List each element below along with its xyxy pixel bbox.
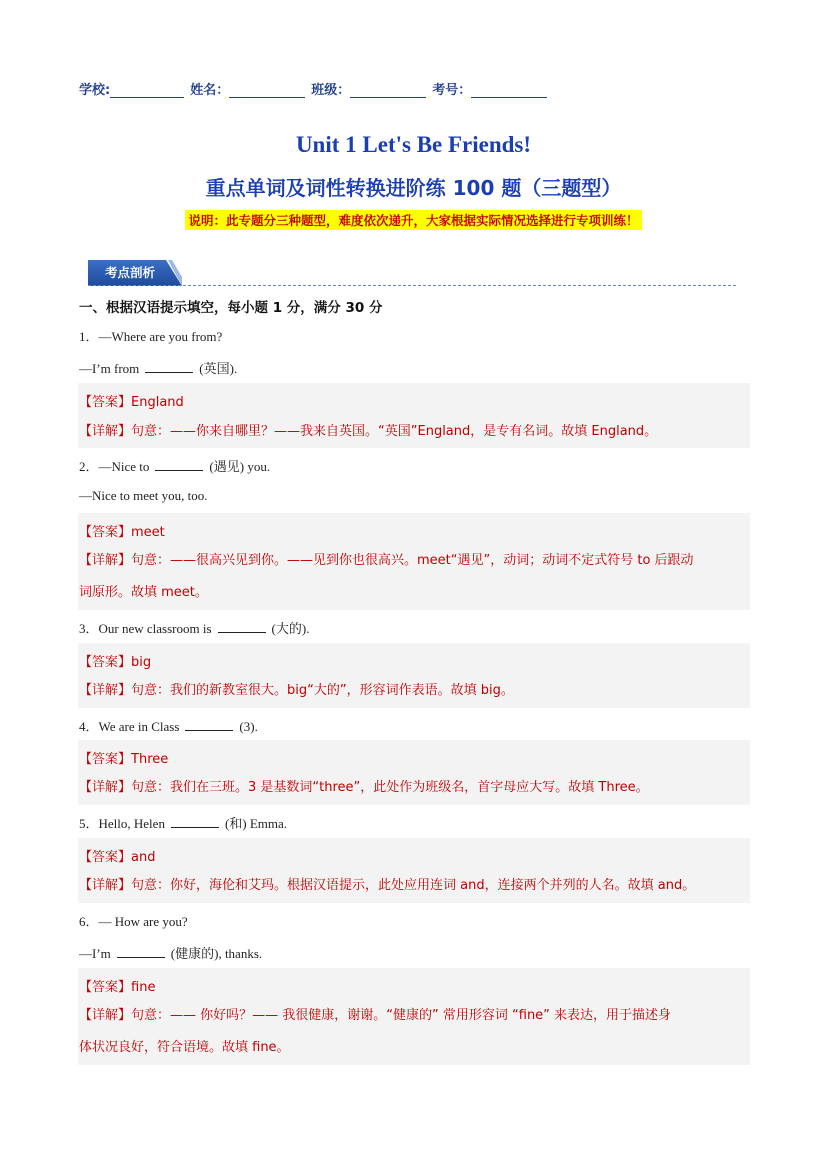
section-heading: 一、根据汉语提示填空，每小题 1 分，满分 30 分 — [79, 300, 383, 316]
question-number: 2． — [79, 459, 99, 474]
detail-5 — [79, 870, 751, 902]
school-label: 学校: — [79, 83, 111, 98]
answer-3 — [79, 651, 151, 670]
answer-6 — [79, 976, 155, 995]
question-text: We are in Class — [98, 719, 180, 734]
detail-text: 句意：我们的新教室很大。big“大的”，形容词作表语。故填 big。 — [131, 683, 514, 698]
detail-text: 句意：—— 你好吗？—— 我很健康，谢谢。“健康的” 常用形容词 “fine” 来表达，用于描述身 — [131, 1008, 672, 1023]
question-hint: (大的). — [271, 621, 310, 636]
answer-label: 【答案】 — [79, 655, 132, 670]
question-text: Hello, Helen — [98, 816, 165, 831]
answer-value: Three — [131, 752, 169, 767]
exam-number-field[interactable] — [471, 83, 547, 98]
answer-value: meet — [131, 525, 165, 540]
detail-3 — [79, 675, 751, 707]
detail-text: 句意：你好，海伦和艾玛。根据汉语提示，此处应用连词 and，连接两个并列的人名。故填 and。 — [131, 878, 696, 893]
question-1-line-2 — [79, 358, 237, 377]
question-text: —I’m from — [79, 361, 140, 376]
page-title-chinese: 重点单词及词性转换进阶练 100 题（三题型） — [205, 176, 622, 200]
answer-2 — [79, 521, 165, 540]
detail-1 — [79, 416, 751, 448]
answer-value: fine — [131, 980, 156, 995]
answer-label: 【答案】 — [79, 525, 132, 540]
question-text: —Where are you from? — [98, 329, 223, 344]
answer-1 — [79, 391, 184, 410]
detail-label: 【详解】 — [79, 683, 132, 698]
question-text: —Nice to — [98, 459, 150, 474]
page-title-english: Unit 1 Let's Be Friends! — [295, 132, 532, 157]
question-text: —Nice to meet you, too. — [79, 488, 208, 503]
section-tag — [88, 260, 182, 286]
question-number: 4． — [79, 719, 99, 734]
question-3-line-1 — [79, 618, 309, 637]
detail-label: 【详解】 — [79, 1008, 132, 1023]
question-hint: (健康的), thanks. — [170, 946, 263, 961]
answer-blank[interactable] — [155, 459, 203, 471]
question-5-line-1 — [79, 813, 287, 832]
question-text: Our new classroom is — [98, 621, 212, 636]
student-info-row — [79, 80, 547, 98]
detail-text: 句意：我们在三班。3 是基数词“three”，此处作为班级名，首字母应大写。故填 Three。 — [131, 780, 649, 795]
question-hint: (英国). — [199, 361, 238, 376]
answer-blank[interactable] — [145, 361, 193, 373]
question-2-line-2 — [79, 488, 208, 504]
answer-blank[interactable] — [117, 946, 165, 958]
question-number: 5． — [79, 816, 99, 831]
instruction-note: 说明：此专题分三种题型，难度依次递升，大家根据实际情况选择进行专项训练！ — [185, 210, 641, 230]
answer-blank[interactable] — [218, 621, 266, 633]
question-6-line-1 — [79, 911, 188, 930]
answer-5 — [79, 846, 155, 865]
question-6-line-2 — [79, 943, 262, 962]
answer-label: 【答案】 — [79, 850, 132, 865]
answer-label: 【答案】 — [79, 395, 132, 410]
name-field[interactable] — [229, 83, 305, 98]
answer-blank[interactable] — [171, 816, 219, 828]
exam-number-label: 考号： — [432, 83, 472, 98]
question-text: — How are you? — [98, 914, 188, 929]
question-4-line-1 — [79, 716, 258, 735]
name-label: 姓名： — [190, 83, 230, 98]
class-field[interactable] — [350, 83, 426, 98]
answer-value: England — [131, 395, 184, 410]
question-hint: (3). — [239, 719, 258, 734]
section-divider — [88, 285, 736, 286]
detail-2 — [79, 545, 751, 609]
answer-label: 【答案】 — [79, 980, 132, 995]
detail-label: 【详解】 — [79, 878, 132, 893]
class-label: 班级： — [311, 83, 351, 98]
detail-text: 句意：——很高兴见到你。——见到你也很高兴。meet“遇见”，动词；动词不定式符号 to 后跟动 — [131, 553, 694, 568]
question-2-line-1 — [79, 456, 270, 475]
section-tag-label: 考点剖析 — [105, 265, 156, 280]
detail-6 — [79, 1000, 751, 1064]
question-hint: (遇见) you. — [209, 459, 271, 474]
question-text: —I’m — [79, 946, 111, 961]
school-field[interactable] — [110, 83, 184, 98]
detail-label: 【详解】 — [79, 780, 132, 795]
question-number: 3． — [79, 621, 99, 636]
answer-value: and — [131, 850, 156, 865]
detail-label: 【详解】 — [79, 424, 132, 439]
detail-text: 句意：——你来自哪里？——我来自英国。“英国”England，是专有名词。故填 England。 — [131, 424, 658, 439]
answer-4 — [79, 748, 168, 767]
detail-4 — [79, 772, 751, 804]
answer-label: 【答案】 — [79, 752, 132, 767]
answer-value: big — [131, 655, 152, 670]
detail-text-continued: 词原形。故填 meet。 — [79, 585, 208, 600]
question-1-line-1 — [79, 326, 222, 345]
question-number: 1． — [79, 329, 99, 344]
question-number: 6． — [79, 914, 99, 929]
detail-label: 【详解】 — [79, 553, 132, 568]
question-hint: (和) Emma. — [224, 816, 288, 831]
answer-blank[interactable] — [185, 719, 233, 731]
note-wrapper — [0, 210, 827, 230]
detail-text-continued: 体状况良好，符合语境。故填 fine。 — [79, 1040, 290, 1055]
